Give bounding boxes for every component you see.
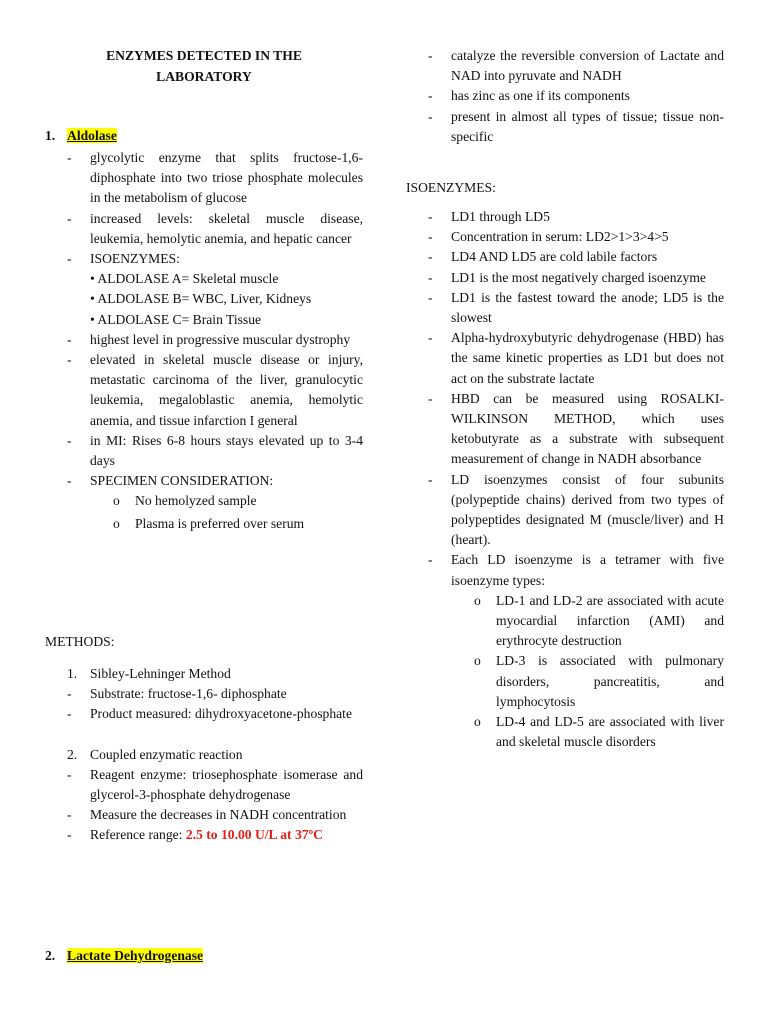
dash-marker: -	[67, 210, 72, 226]
list-item	[45, 704, 363, 724]
dash-marker: -	[428, 209, 433, 224]
document-title	[45, 46, 363, 87]
list-item-text: Concentration in serum: LD2>1>3>4>5	[451, 229, 669, 245]
list-item	[45, 431, 363, 471]
sub-list-item	[45, 491, 363, 511]
dash-marker: -	[67, 706, 72, 722]
section-title: Aldolase	[67, 128, 117, 143]
list-item-text: in MI: Rises 6-8 hours stays elevated up to 3-4 days	[90, 432, 363, 469]
list-item-text: LD1 through LD5	[451, 209, 550, 224]
isoenzymes-label: ISOENZYMES:	[406, 180, 496, 195]
list-item-text: glycolytic enzyme that splits fructose-1,6-diphosphate into two triose phosphate molecules in the metabolism of glucose	[90, 150, 363, 206]
dash-marker: -	[428, 229, 433, 245]
section-number: 2.	[45, 948, 56, 963]
sub-list-item-text: LD-1 and LD-2 are associated with acute myocardial infarction (AMI) and erythrocyte destruction	[496, 592, 724, 649]
list-item-text: SPECIMEN CONSIDERATION:	[90, 473, 274, 489]
list-item-text: LD1 is the most negatively charged isoenzyme	[451, 269, 706, 285]
reference-range-value: 2.5 to 10.00 U/L at 37ºC	[185, 827, 323, 843]
aldolase-bullets	[45, 148, 363, 534]
list-item	[406, 207, 724, 227]
list-item	[406, 107, 724, 147]
method-item	[45, 745, 363, 765]
list-item-text: ISOENZYMES:	[90, 251, 180, 267]
list-item-text: Each LD isoenzyme is a tetramer with five isoenzyme types:	[451, 552, 724, 588]
methods-list	[45, 664, 363, 846]
title-line-1: ENZYMES DETECTED IN THE	[106, 48, 302, 63]
list-item-text: LD4 AND LD5 are cold labile factors	[451, 249, 658, 265]
list-item	[45, 350, 363, 431]
dash-marker: -	[428, 471, 433, 487]
dash-marker: -	[67, 827, 72, 843]
section-heading-ldh	[45, 946, 204, 966]
dash-marker: -	[67, 473, 72, 489]
sub-list-item	[406, 712, 724, 752]
isoenzyme-a: • ALDOLASE A= Skeletal muscle	[90, 271, 279, 287]
list-item-text: HBD can be measured using ROSALKI-WILKINSON METHOD, which uses ketobutyrate as a substrate with subsequent measurement of change in NADH absorbance	[451, 390, 724, 467]
list-item-text: has zinc as one if its components	[451, 88, 630, 104]
sub-list-item-text: No hemolyzed sample	[135, 493, 257, 509]
section-title: Lactate Dehydrogenase	[67, 948, 204, 963]
sub-list-item	[45, 514, 363, 534]
dash-marker: -	[428, 269, 433, 285]
list-item	[406, 328, 724, 389]
spacer	[45, 725, 363, 745]
list-item	[406, 268, 724, 288]
list-item-text: LD1 is the fastest toward the anode; LD5 is the slowest	[451, 289, 724, 326]
isoenzyme-c: • ALDOLASE C= Brain Tissue	[90, 311, 262, 327]
sub-list-item	[406, 591, 724, 652]
list-item	[406, 470, 724, 551]
isoenzyme-b: • ALDOLASE B= WBC, Liver, Kidneys	[90, 291, 312, 307]
circle-bullet: o	[474, 653, 481, 669]
list-item-text: Reagent enzyme: triosephosphate isomerase and glycerol-3-phosphate dehydrogenase	[90, 766, 363, 803]
list-item	[45, 209, 363, 249]
dash-marker: -	[428, 330, 433, 346]
title-line-2: LABORATORY	[156, 68, 252, 84]
method-title: Sibley-Lehninger Method	[90, 666, 231, 681]
sub-list-item	[406, 651, 724, 712]
sub-list-item-text: Plasma is preferred over serum	[135, 515, 305, 531]
dash-marker: -	[67, 766, 72, 782]
list-item-text: Substrate: fructose-1,6- diphosphate	[90, 686, 287, 702]
list-item	[45, 148, 363, 209]
dash-marker: -	[428, 390, 433, 406]
list-item	[45, 825, 363, 845]
dash-marker: -	[428, 48, 433, 63]
list-item	[45, 765, 363, 805]
list-item	[406, 46, 724, 86]
list-item	[45, 330, 363, 350]
list-item-text: elevated in skeletal muscle disease or injury, metastatic carcinoma of the liver, granulocytic leukemia, megaloblastic anemia, hemolytic anemia, and tissue infarction I general	[90, 352, 363, 428]
circle-bullet: o	[113, 515, 120, 531]
method-number: 1.	[67, 666, 78, 681]
ldh-bullets	[406, 46, 724, 147]
dash-marker: -	[67, 251, 72, 267]
method-item	[45, 664, 363, 684]
dash-marker: -	[428, 108, 433, 124]
dash-marker: -	[67, 150, 72, 165]
dash-marker: -	[67, 352, 72, 368]
list-item	[406, 288, 724, 328]
list-item-text: Alpha-hydroxybutyric dehydrogenase (HBD) has the same kinetic properties as LD1 but does not act on the substrate lactate	[451, 330, 724, 386]
dash-marker: -	[428, 289, 433, 305]
circle-bullet: o	[113, 493, 120, 509]
list-item	[45, 471, 363, 491]
dash-marker: -	[428, 552, 433, 568]
list-item	[45, 684, 363, 704]
list-item	[406, 389, 724, 470]
ld-isoenzyme-bullets	[406, 207, 724, 752]
list-item	[45, 249, 363, 269]
sub-list-item-text: LD-4 and LD-5 are associated with liver and skeletal muscle disorders	[496, 714, 724, 750]
list-item-text: increased levels: skeletal muscle disease, leukemia, hemolytic anemia, and hepatic cancer	[90, 210, 363, 246]
dash-marker: -	[67, 432, 72, 448]
dash-marker: -	[428, 249, 433, 265]
reference-range-label: Reference range:	[90, 827, 186, 843]
section-number: 1.	[45, 128, 56, 143]
list-item	[406, 227, 724, 247]
circle-bullet: o	[474, 592, 481, 608]
sub-list-item-text: LD-3 is associated with pulmonary disorders, pancreatitis, and lymphocytosis	[496, 653, 724, 709]
list-item	[406, 247, 724, 267]
list-item	[406, 550, 724, 590]
list-item-text: Product measured: dihydroxyacetone-phosphate	[90, 706, 352, 722]
list-item-text: catalyze the reversible conversion of Lactate and NAD into pyruvate and NADH	[451, 48, 724, 84]
method-number: 2.	[67, 746, 78, 762]
dash-marker: -	[67, 807, 72, 823]
list-item-text: present in almost all types of tissue; tissue non-specific	[451, 108, 724, 144]
list-item-text: Measure the decreases in NADH concentration	[90, 807, 347, 823]
list-item	[406, 86, 724, 106]
dash-marker: -	[67, 331, 72, 347]
method-title: Coupled enzymatic reaction	[90, 746, 243, 762]
section-heading-aldolase	[45, 126, 117, 146]
list-item	[45, 805, 363, 825]
dash-marker: -	[67, 686, 72, 702]
methods-label: METHODS:	[45, 634, 115, 649]
dash-marker: -	[428, 88, 433, 104]
list-item-text: highest level in progressive muscular dystrophy	[90, 331, 351, 347]
list-item-text: LD isoenzymes consist of four subunits (polypeptide chains) derived from two types of polypeptides designated M (muscle/liver) and H (heart).	[451, 471, 724, 548]
circle-bullet: o	[474, 714, 481, 730]
